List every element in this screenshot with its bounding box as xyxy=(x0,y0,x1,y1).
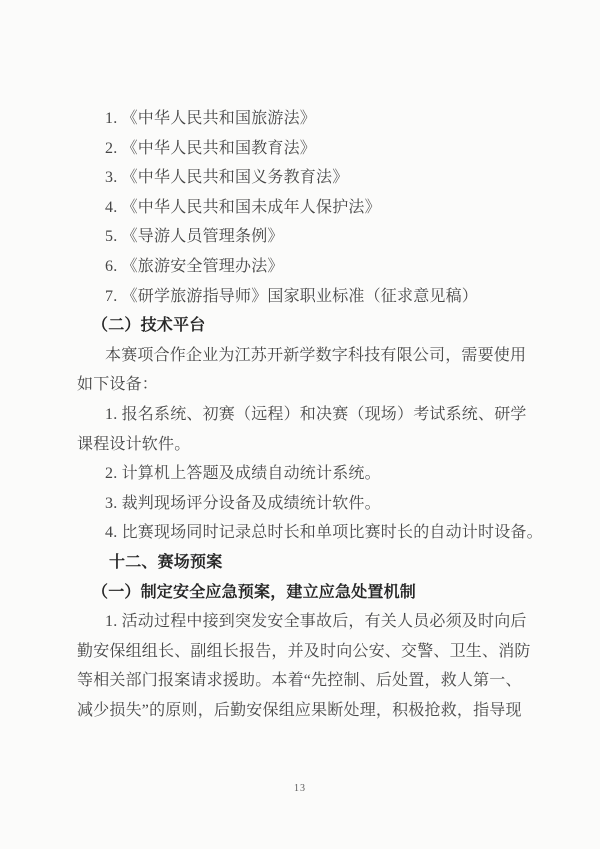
ref-list-item-4: 4. 《中华人民共和国未成年人保护法》 xyxy=(105,198,381,216)
ref-list-item-1: 1. 《中华人民共和国旅游法》 xyxy=(105,110,317,127)
body-line-equipment-1-cont: 课程设计软件。 xyxy=(77,435,191,453)
body-line-emergency-1: 1. 活动过程中接到突发安全事故后，有关人员必须及时向后 xyxy=(105,613,527,631)
ref-list-item-6: 6. 《旅游安全管理办法》 xyxy=(105,257,284,275)
heading-technical-platform: （二）技术平台 xyxy=(92,317,206,335)
heading-venue-contingency: 十二、赛场预案 xyxy=(109,553,223,571)
body-line-emergency-1-cont-b: 等相关部门报案请求援助。本着“先控制、后处置，救人第一、 xyxy=(77,672,522,690)
body-line-partner-company: 本赛项合作企业为江苏开新学数字科技有限公司，需要使用 xyxy=(105,346,527,364)
ref-list-item-2: 2. 《中华人民共和国教育法》 xyxy=(105,139,317,157)
body-line-equipment-1: 1. 报名系统、初赛（远程）和决赛（现场）考试系统、研学 xyxy=(105,405,527,423)
ref-list-item-7: 7. 《研学旅游指导师》国家职业标准（征求意见稿） xyxy=(105,287,479,305)
body-line-equipment-4: 4. 比赛现场同时记录总时长和单项比赛时长的自动计时设备。 xyxy=(105,524,543,542)
page-number: 13 xyxy=(294,783,306,794)
document-body xyxy=(77,104,543,725)
body-line-equipment-2: 2. 计算机上答题及成绩自动统计系统。 xyxy=(105,465,381,483)
ref-list-item-3: 3. 《中华人民共和国义务教育法》 xyxy=(105,169,349,187)
ref-list-item-5: 5. 《导游人员管理条例》 xyxy=(105,228,284,246)
heading-emergency-plan: （一）制定安全应急预案，建立应急处置机制 xyxy=(92,583,417,601)
body-line-equipment-intro: 如下设备： xyxy=(77,376,159,394)
body-line-emergency-1-cont-a: 勤安保组组长、副组长报告，并及时向公安、交警、卫生、消防 xyxy=(77,642,531,660)
body-line-equipment-3: 3. 裁判现场评分设备及成绩统计软件。 xyxy=(105,494,381,512)
body-line-emergency-1-cont-c: 减少损失”的原则，后勤安保组应果断处理，积极抢救，指导现 xyxy=(77,701,522,719)
